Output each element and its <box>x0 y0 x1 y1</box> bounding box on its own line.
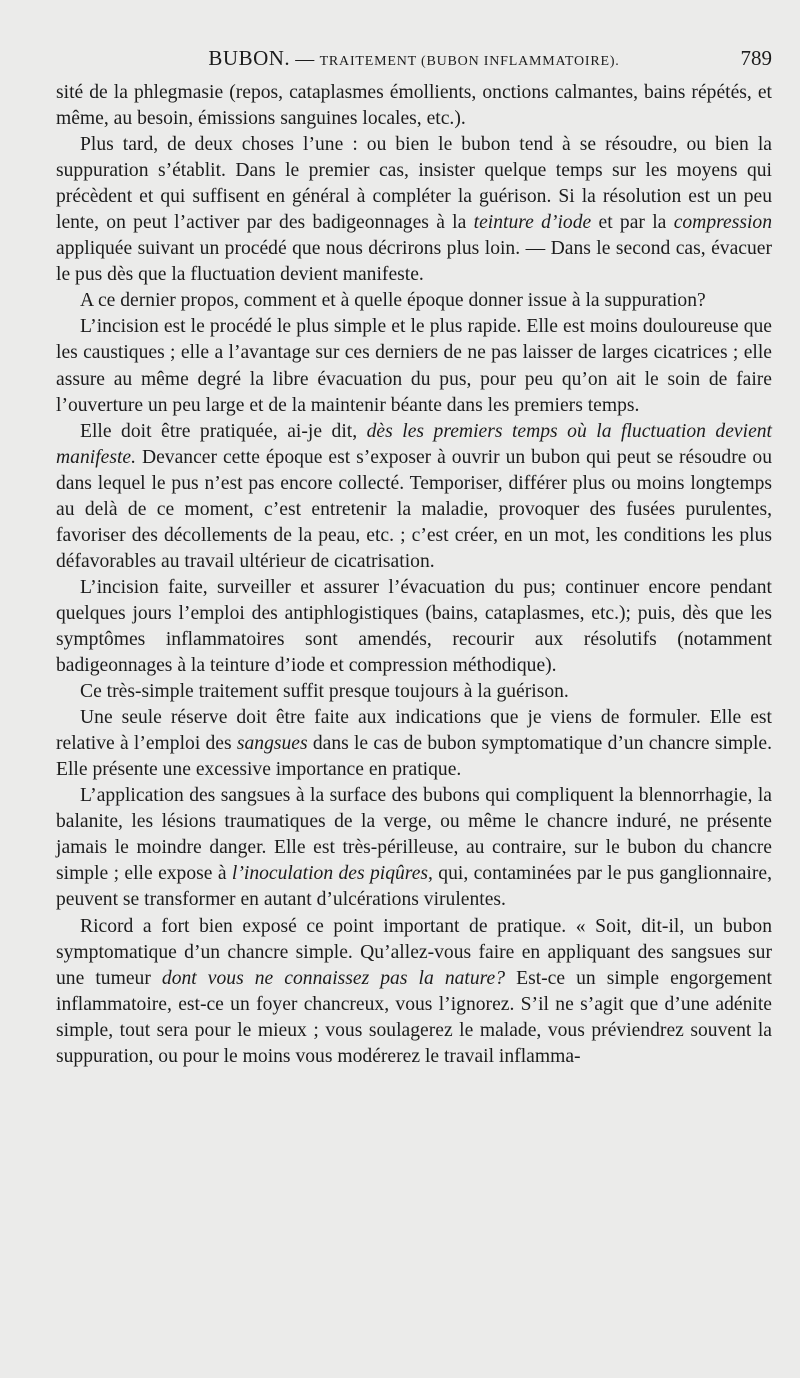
text-run: dans le cas de bubon symptomatique d’un chancre simple. Elle présente une excessive importance en pratique. <box>56 733 772 781</box>
text-run: Est-ce un simple engorgement inflammatoire, est-ce un foyer chancreux, vous l’ignorez. S’il ne s’agit que d’une adénite simple, tout sera pour le mieux ; vous soulagerez le malade, vous préviendrez souvent la suppuration, ou pour le moins vous modérerez le travail inflamma- <box>56 967 772 1067</box>
italic-text: teinture d’iode <box>473 212 592 234</box>
text-run: Ce très-simple traitement suffit presque toujours à la guérison. <box>80 681 569 703</box>
paragraph <box>56 705 772 783</box>
paragraph <box>56 80 772 132</box>
italic-text: sangsues <box>236 733 308 755</box>
page-number: 789 <box>740 46 772 70</box>
text-run: A ce dernier propos, comment et à quelle époque donner issue à la suppuration? <box>80 290 706 312</box>
text-run: appliquée suivant un procédé que nous décrirons plus loin. — Dans le second cas, évacuer le pus dès que la fluctuation devient manifeste. <box>56 238 772 286</box>
text-run: Elle doit être pratiquée, ai-je dit, <box>80 420 367 442</box>
text-run: Une seule réserve doit être faite aux indications que je viens de formuler. Elle est relative à l’emploi des <box>56 707 772 755</box>
italic-text: l’inoculation des piqûres, <box>231 863 433 885</box>
paragraph <box>56 419 772 575</box>
paragraph <box>56 288 772 314</box>
text-run: L’application des sangsues à la surface des bubons qui compliquent la blennorrhagie, la balanite, les lésions traumatiques de la verge, ou même le chancre induré, ne présente jamais le moindre danger. Elle est très-périlleuse, au contraire, sur le bubon du chancre simple ; elle expose à <box>56 785 772 885</box>
running-head-title <box>56 46 772 71</box>
text-run: sité de la phlegmasie (repos, cataplasmes émollients, onctions calmantes, bains répétés, et même, au besoin, émissions sanguines locales, etc.). <box>56 82 772 130</box>
paragraph <box>56 783 772 913</box>
running-head-dash: — <box>290 49 320 70</box>
text-run: L’incision est le procédé le plus simple et le plus rapide. Elle est moins douloureuse que les caustiques ; elle a l’avantage sur ces derniers de ne pas laisser de larges cicatrices ; elle assure au même degré la libre évacuation du pus, pour peu qu’on ait le soin de faire l’ouverture un peu large et de la maintenir béante dans les premiers temps. <box>56 316 772 416</box>
text-run: Ricord a fort bien exposé ce point important de pratique. « Soit, dit-il, un bubon symptomatique d’un chancre simple. Qu’allez-vous faire en appliquant des sangsues sur une tumeur <box>56 915 772 989</box>
text-run: qui, contaminées par le pus ganglionnaire, peuvent se transformer en autant d’ulcérations virulentes. <box>56 863 772 911</box>
paragraph <box>56 575 772 679</box>
paragraph <box>56 132 772 288</box>
running-head-subtitle: TRAITEMENT (BUBON INFLAMMATOIRE). <box>319 54 620 69</box>
running-head <box>56 46 772 76</box>
text-run: Plus tard, de deux choses l’une : ou bien le bubon tend à se résoudre, ou bien la suppuration s’établit. Dans le premier cas, insister quelque temps sur les moyens qui précèdent et qui suffisent en général à compléter la guérison. Si la résolution est un peu lente, on peut l’activer par des badigeonnages à la <box>56 134 772 234</box>
paragraph <box>56 914 772 1070</box>
text-run: Devancer cette époque est s’exposer à ouvrir un bubon qui peut se résoudre ou dans lequel le pus n’est pas encore collecté. Temporiser, différer plus ou moins longtemps au delà de ce moment, c’est entretenir la maladie, provoquer des fusées purulentes, favoriser des décollements de la peau, etc. ; c’est créer, en un mot, les conditions les plus défavorables au travail ultérieur de cicatrisation. <box>56 446 772 572</box>
body-text <box>56 80 772 1070</box>
paragraph <box>56 314 772 418</box>
text-run: et par la <box>591 212 674 234</box>
running-head-main: BUBON. <box>208 46 291 70</box>
italic-text: dont vous ne connaissez pas la nature? <box>161 967 506 989</box>
italic-text: dès les premiers temps où la fluctuation devient manifeste. <box>56 420 773 468</box>
italic-text: compression <box>673 212 773 234</box>
paragraph <box>56 679 772 705</box>
text-run: L’incision faite, surveiller et assurer l’évacuation du pus; continuer encore pendant quelques jours l’emploi des antiphlogistiques (bains, cataplasmes, etc.); puis, dès que les symptômes inflammatoires sont amendés, recourir aux résolutifs (notamment badigeonnages à la teinture d’iode et compression méthodique). <box>56 576 772 677</box>
